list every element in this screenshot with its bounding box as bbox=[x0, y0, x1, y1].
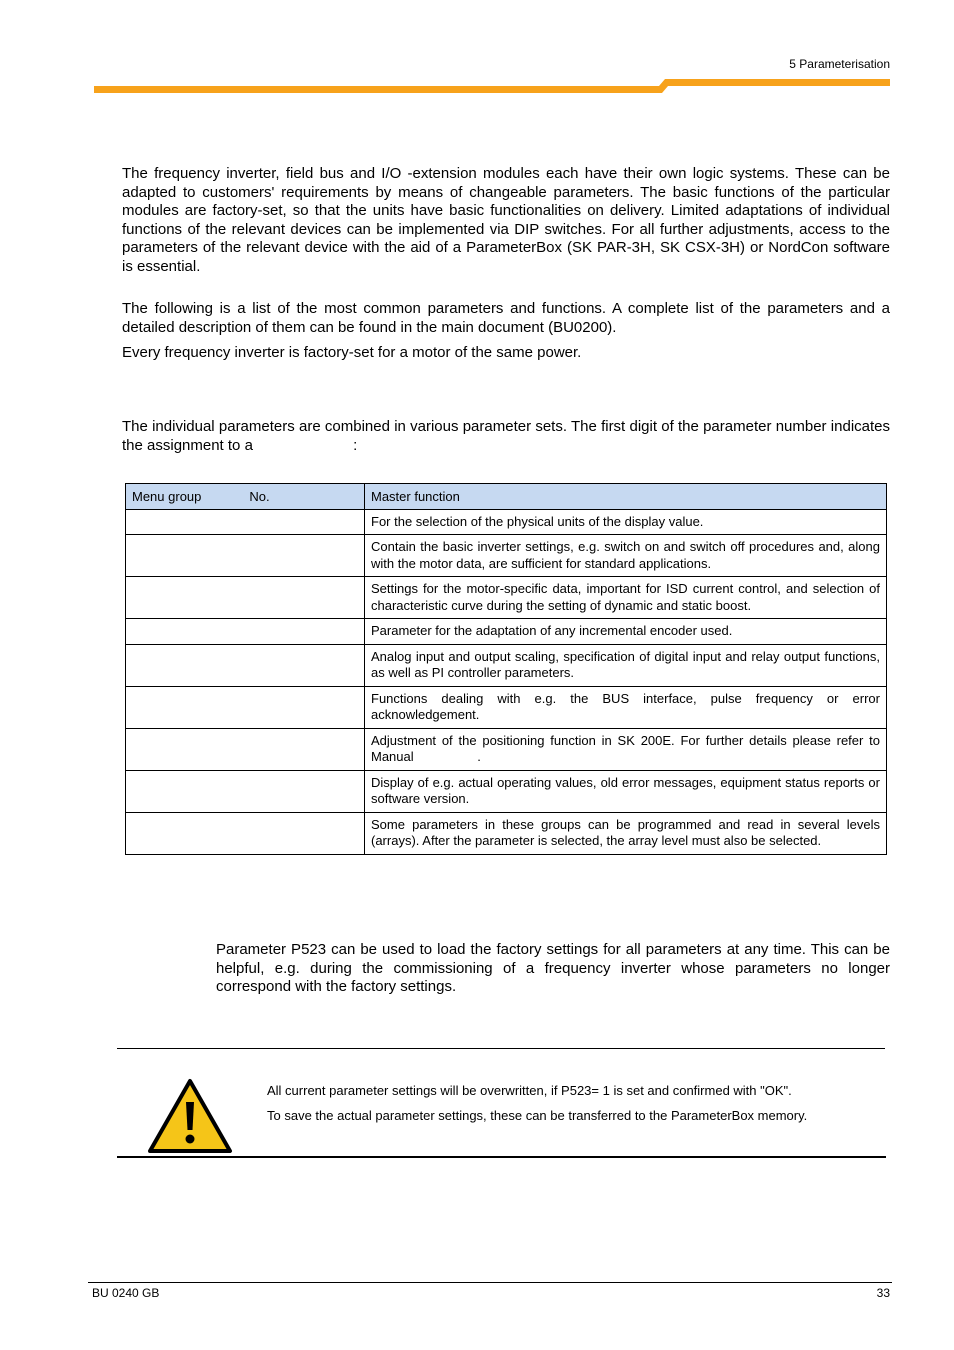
table-cell-group bbox=[126, 812, 365, 854]
table-header-row bbox=[126, 484, 887, 510]
groups-paragraph bbox=[122, 418, 890, 455]
table-row bbox=[126, 686, 887, 728]
table-row bbox=[126, 535, 887, 577]
header-menu-group: Menu group bbox=[132, 489, 202, 504]
table-cell-description: Functions dealing with e.g. the BUS interface, pulse frequency or error acknowledgement. bbox=[365, 686, 887, 728]
table-row bbox=[126, 812, 887, 854]
header-master-function: Master function bbox=[365, 484, 887, 510]
table-row bbox=[126, 770, 887, 812]
positioning-desc-after: . bbox=[477, 749, 481, 764]
table-cell-description: Settings for the motor-specific data, important for ISD current control, and selection of characteristic curve during the setting of dynamic and static boost. bbox=[365, 577, 887, 619]
table-cell-group bbox=[126, 577, 365, 619]
table-row bbox=[126, 619, 887, 645]
table-row bbox=[126, 577, 887, 619]
table-cell-description: Contain the basic inverter settings, e.g. switch on and switch off procedures and, along with the motor data, are sufficient for standard applications. bbox=[365, 535, 887, 577]
groups-text-after: : bbox=[353, 436, 358, 454]
header-no: No. bbox=[249, 489, 270, 504]
table-row bbox=[126, 509, 887, 535]
intro-paragraph-2: The following is a list of the most common parameters and functions. A complete list of the parameters and a detailed description of them can be found in the main document (BU0200). bbox=[122, 300, 890, 336]
footer-page-number: 33 bbox=[876, 1286, 890, 1300]
table-cell-group bbox=[126, 619, 365, 645]
table-cell-description: For the selection of the physical units of the display value. bbox=[365, 509, 887, 535]
warning-divider-top bbox=[117, 1048, 885, 1049]
table-cell-group bbox=[126, 686, 365, 728]
table-cell-group bbox=[126, 728, 365, 770]
footer-document-id: BU 0240 GB bbox=[92, 1286, 160, 1300]
table-row bbox=[126, 728, 887, 770]
warning-text-line-2: To save the actual parameter settings, these can be transferred to the ParameterBox memory. bbox=[267, 1108, 808, 1123]
warning-text-line-1: All current parameter settings will be overwritten, if P523= 1 is set and confirmed with "OK". bbox=[267, 1083, 792, 1098]
header-accent-bar bbox=[94, 79, 890, 93]
positioning-desc-before: Adjustment of the positioning function in SK 200E. For further details please refer to Manual bbox=[371, 732, 880, 764]
intro-paragraph-3: Every frequency inverter is factory-set for a motor of the same power. bbox=[122, 344, 582, 361]
table-cell-description: Analog input and output scaling, specification of digital input and relay output functions, as well as PI controller parameters. bbox=[365, 644, 887, 686]
groups-text-before: The individual parameters are combined in various parameter sets. The first digit of the parameter number indicates the assignment to a bbox=[122, 418, 890, 454]
table-cell-description: Some parameters in these groups can be programmed and read in several levels (arrays). After the parameter is selected, the array level must also be selected. bbox=[365, 812, 887, 854]
parameter-groups-table bbox=[125, 483, 887, 855]
table-cell-description: Display of e.g. actual operating values, old error messages, equipment status reports or software version. bbox=[365, 770, 887, 812]
factory-settings-paragraph: Parameter P523 can be used to load the factory settings for all parameters at any time. This can be helpful, e.g. during the commissioning of a frequency inverter whose parameters no longer correspond with the factory settings. bbox=[216, 941, 890, 995]
table-cell-group bbox=[126, 770, 365, 812]
intro-paragraph-1: The frequency inverter, field bus and I/O -extension modules each have their own logic systems. These can be adapted to customers' requirements by means of changeable parameters. The basic functions of the particular modules are factory-set, so that the units have basic functionalities on delivery. Limited adaptations of individual functions of the relevant devices can be implemented via DIP switches. For all further adjustments, access to the parameters of the relevant device with the aid of a ParameterBox (SK PAR-3H, SK CSX-3H) or NordCon software is essential. bbox=[122, 165, 890, 275]
table-cell-group bbox=[126, 644, 365, 686]
table-cell-description: Parameter for the adaptation of any incremental encoder used. bbox=[365, 619, 887, 645]
footer-divider bbox=[88, 1282, 892, 1283]
table-cell-group bbox=[126, 509, 365, 535]
warning-triangle-icon bbox=[147, 1078, 233, 1154]
header-section-label: 5 Parameterisation bbox=[789, 57, 890, 71]
warning-divider-bottom bbox=[117, 1156, 886, 1158]
table-cell-description bbox=[365, 728, 887, 770]
table-row bbox=[126, 644, 887, 686]
table-cell-group bbox=[126, 535, 365, 577]
table-header-group bbox=[126, 484, 365, 510]
